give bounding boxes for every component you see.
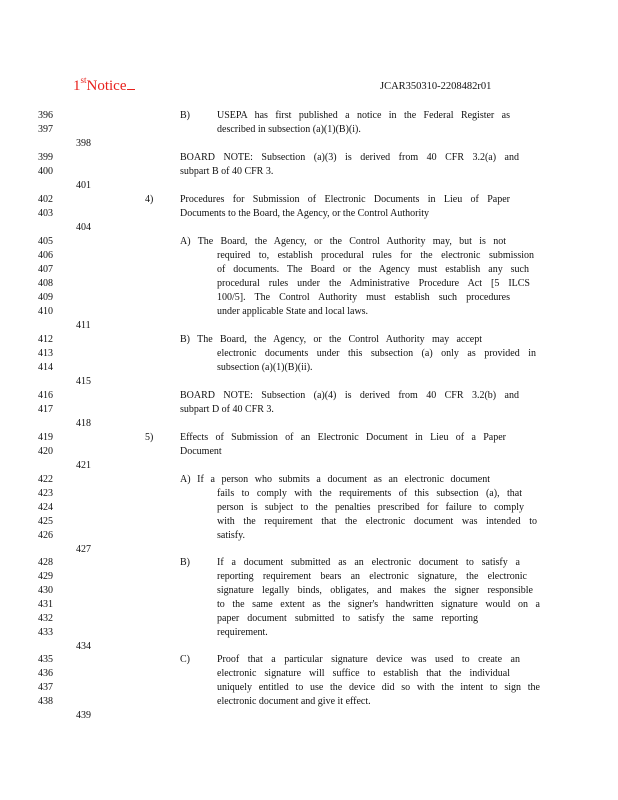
document-line (0, 375, 618, 389)
line-text: under applicable State and local laws. (217, 306, 369, 317)
line-number: 402 (38, 194, 53, 205)
line-number: 398 (76, 138, 91, 149)
document-line (0, 667, 618, 681)
line-text: fails to comply with the requirements of this subsection (a), that (217, 488, 522, 499)
document-line (0, 305, 618, 319)
line-text: uniquely entitled to use the device did so with the intent to sign the (217, 682, 540, 693)
document-line (0, 179, 618, 193)
document-line (0, 681, 618, 695)
line-number: 412 (38, 334, 53, 345)
line-text: subpart D of 40 CFR 3. (180, 404, 274, 415)
line-text: reporting requirement bears an electronic signature, the electronic (217, 571, 527, 582)
document-code: JCAR350310-2208482r01 (380, 81, 492, 92)
line-number: 428 (38, 557, 53, 568)
line-number: 401 (76, 180, 91, 191)
document-line (0, 417, 618, 431)
document-line (0, 403, 618, 417)
line-text: Documents to the Board, the Agency, or the Control Authority (180, 208, 430, 219)
document-line (0, 249, 618, 263)
line-number: 409 (38, 292, 53, 303)
line-text: subpart B of 40 CFR 3. (180, 166, 274, 177)
notice-number: 1 (73, 78, 81, 94)
document-line (0, 653, 618, 667)
document-line (0, 207, 618, 221)
document-line (0, 151, 618, 165)
line-number: 421 (76, 460, 91, 471)
notice-word: Notice (86, 78, 127, 94)
section-marker: B) (180, 557, 190, 568)
line-number: 407 (38, 264, 53, 275)
line-text: B) The Board, the Agency, or the Control Authority may accept (180, 334, 482, 345)
document-line (0, 137, 618, 151)
line-number: 423 (38, 488, 53, 499)
line-number: 436 (38, 668, 53, 679)
line-text: Proof that a particular signature device was used to create an (217, 654, 520, 665)
document-line (0, 556, 618, 570)
line-number: 429 (38, 571, 53, 582)
line-text: satisfy. (217, 530, 245, 541)
document-line (0, 221, 618, 235)
document-line (0, 361, 618, 375)
line-number: 424 (38, 502, 53, 513)
document-line (0, 389, 618, 403)
document-line (0, 123, 618, 137)
line-number: 427 (76, 544, 91, 555)
line-number: 413 (38, 348, 53, 359)
line-text: A) The Board, the Agency, or the Control Authority may, but is not (180, 236, 506, 247)
line-number: 430 (38, 585, 53, 596)
line-text: required to, establish procedural rules for the electronic submission (217, 250, 534, 261)
line-number: 397 (38, 124, 53, 135)
line-number: 439 (76, 710, 91, 721)
line-text: BOARD NOTE: Subsection (a)(4) is derived from 40 CFR 3.2(b) and (180, 390, 519, 401)
document-line (0, 263, 618, 277)
document-line (0, 277, 618, 291)
document-line (0, 193, 618, 207)
line-number: 419 (38, 432, 53, 443)
notice-underline (127, 79, 135, 90)
document-line (0, 515, 618, 529)
line-text: electronic signature will suffice to establish that the individual (217, 668, 510, 679)
line-number: 396 (38, 110, 53, 121)
line-number: 406 (38, 250, 53, 261)
line-number: 417 (38, 404, 53, 415)
line-text: Effects of Submission of an Electronic Document in Lieu of a Paper (180, 432, 506, 443)
line-text: USEPA has first published a notice in the Federal Register as (217, 110, 510, 121)
document-line (0, 459, 618, 473)
line-text: If a document submitted as an electronic document to satisfy a (217, 557, 520, 568)
document-line (0, 584, 618, 598)
section-marker: C) (180, 654, 190, 665)
line-number: 416 (38, 390, 53, 401)
document-line (0, 709, 618, 723)
line-text: person is subject to the penalties prescribed for failure to comply (217, 502, 524, 513)
document-line (0, 235, 618, 249)
document-line (0, 347, 618, 361)
line-number: 425 (38, 516, 53, 527)
line-number: 420 (38, 446, 53, 457)
line-number: 410 (38, 306, 53, 317)
line-text: Document (180, 446, 222, 457)
line-text: with the requirement that the electronic document was intended to (217, 516, 537, 527)
line-text: requirement. (217, 627, 268, 638)
line-number: 414 (38, 362, 53, 373)
line-text: 100/5]. The Control Authority must establish such procedures (217, 292, 510, 303)
line-number: 435 (38, 654, 53, 665)
line-number: 434 (76, 641, 91, 652)
line-text: electronic document and give it effect. (217, 696, 371, 707)
document-line (0, 570, 618, 584)
line-number: 415 (76, 376, 91, 387)
line-number: 422 (38, 474, 53, 485)
line-number: 411 (76, 320, 91, 331)
document-line (0, 501, 618, 515)
line-text: Procedures for Submission of Electronic Documents in Lieu of Paper (180, 194, 510, 205)
line-number: 433 (38, 627, 53, 638)
line-text: BOARD NOTE: Subsection (a)(3) is derived from 40 CFR 3.2(a) and (180, 152, 519, 163)
line-number: 404 (76, 222, 91, 233)
document-line (0, 529, 618, 543)
document-line (0, 626, 618, 640)
line-number: 432 (38, 613, 53, 624)
line-text: paper document submitted to satisfy the same reporting (217, 613, 478, 624)
section-marker: 5) (145, 432, 154, 443)
document-line (0, 487, 618, 501)
line-text: A) If a person who submits a document as an electronic document (180, 474, 490, 485)
line-number: 400 (38, 166, 53, 177)
document-line (0, 109, 618, 123)
line-number: 437 (38, 682, 53, 693)
document-line (0, 165, 618, 179)
document-line (0, 291, 618, 305)
line-text: procedural rules under the Administrative Procedure Act [5 ILCS (217, 278, 530, 289)
document-line (0, 612, 618, 626)
document-line (0, 319, 618, 333)
line-number: 418 (76, 418, 91, 429)
line-number: 405 (38, 236, 53, 247)
line-number: 403 (38, 208, 53, 219)
line-number: 431 (38, 599, 53, 610)
line-number: 399 (38, 152, 53, 163)
notice-label (73, 76, 135, 95)
line-text: electronic documents under this subsection (a) only as provided in (217, 348, 536, 359)
line-text: subsection (a)(1)(B)(ii). (217, 362, 313, 373)
document-line (0, 598, 618, 612)
line-number: 438 (38, 696, 53, 707)
document-line (0, 543, 618, 557)
section-marker: 4) (145, 194, 154, 205)
document-line (0, 333, 618, 347)
line-text: signature legally binds, obligates, and makes the signer responsible (217, 585, 533, 596)
line-text: to the same extent as the signer's handwritten signature would on a (217, 599, 540, 610)
notice-suffix: st (80, 75, 87, 85)
line-text: of documents. The Board or the Agency must establish any such (217, 264, 529, 275)
document-line (0, 640, 618, 654)
document-line (0, 695, 618, 709)
document-line (0, 431, 618, 445)
document-line (0, 473, 618, 487)
line-number: 408 (38, 278, 53, 289)
line-text: described in subsection (a)(1)(B)(i). (217, 124, 361, 135)
line-number: 426 (38, 530, 53, 541)
section-marker: B) (180, 110, 190, 121)
document-line (0, 445, 618, 459)
